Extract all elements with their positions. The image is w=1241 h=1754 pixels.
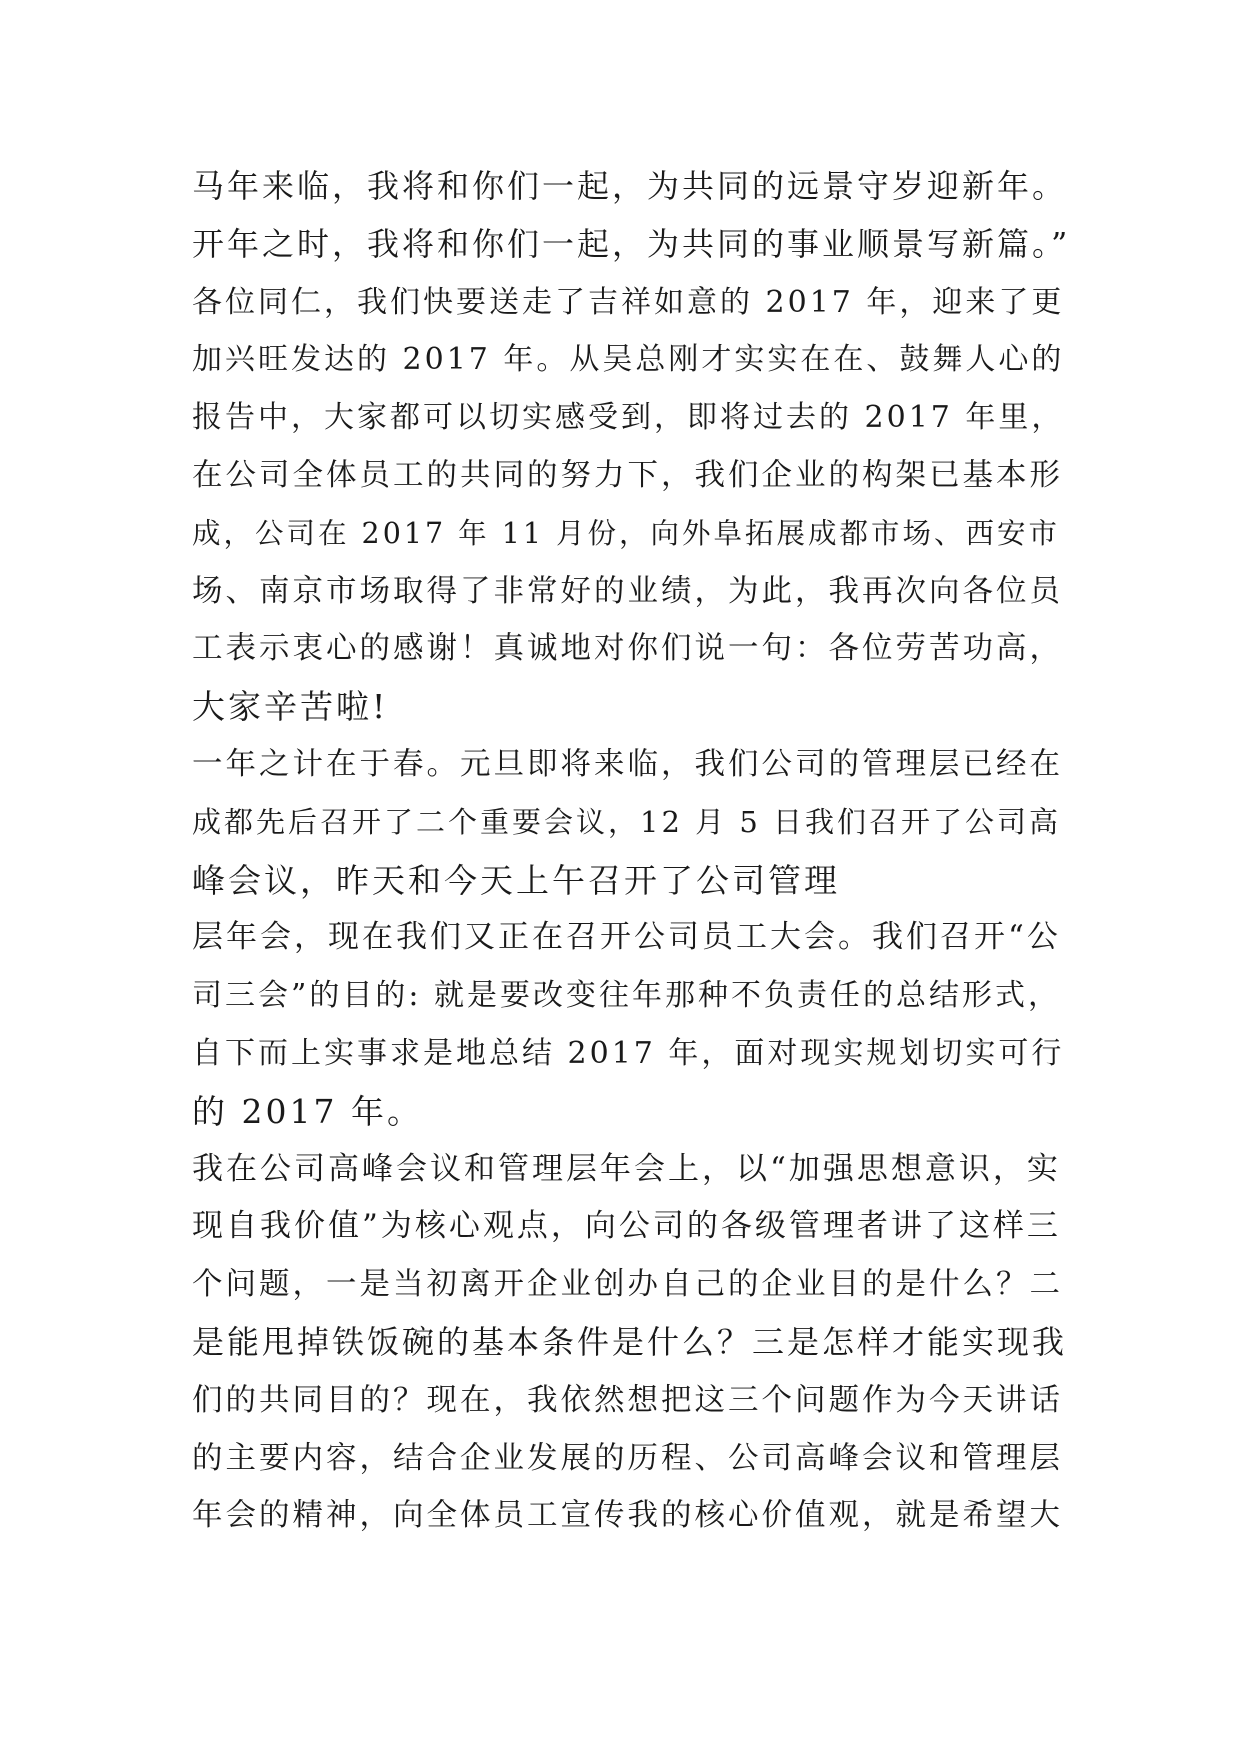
text-line: 我在公司高峰会议和管理层年会上，以“加强思想意识，实 — [192, 1150, 1061, 1187]
text-line: 开年之时，我将和你们一起，为共同的事业顺景写新篇。” — [192, 224, 1071, 263]
text-line: 层年会，现在我们又正在召开公司员工大会。我们召开“公 — [192, 919, 1061, 956]
text-line: 个问题，一是当初离开企业创办自己的企业目的是什么？二 — [192, 1267, 1063, 1303]
text-line: 们的共同目的？现在，我依然想把这三个问题作为今天讲话 — [192, 1382, 1063, 1418]
text-line: 自下而上实事求是地总结 2017 年，面对现实规划切实可行 — [192, 1035, 1065, 1071]
text-line: 各位同仁，我们快要送走了吉祥如意的 2017 年，迎来了更 — [192, 284, 1065, 320]
text-line: 工表示衷心的感谢！真诚地对你们说一句：各位劳苦功高， — [192, 631, 1063, 667]
text-line: 成，公司在 2017 年 11 月份，向外阜拓展成都市场、西安市 — [192, 516, 1061, 550]
text-line: 在公司全体员工的共同的努力下，我们企业的构架已基本形 — [192, 457, 1063, 493]
body-text — [192, 158, 1072, 1545]
text-line: 的 2017 年。 — [192, 1091, 423, 1131]
text-line: 报告中，大家都可以切实感受到，即将过去的 2017 年里， — [192, 400, 1065, 436]
text-line: 是能甩掉铁饭碗的基本条件是什么？三是怎样才能实现我 — [192, 1322, 1068, 1361]
text-line: 成都先后召开了二个重要会议，12 月 5 日我们召开了公司高 — [192, 804, 1062, 839]
text-line: 马年来临，我将和你们一起，为共同的远景守岁迎新年。 — [192, 167, 1068, 205]
text-line: 司三会”的目的: 就是要改变往年那种不负责任的总结形式， — [192, 978, 1061, 1014]
text-line: 加兴旺发达的 2017 年。从吴总刚才实实在在、鼓舞人心的 — [192, 342, 1065, 378]
text-line: 一年之计在于春。元旦即将来临，我们公司的管理层已经在 — [192, 746, 1063, 782]
text-line: 场、南京市场取得了非常好的业绩，为此，我再次向各位员 — [192, 573, 1063, 609]
text-line: 峰会议，昨天和今天上午召开了公司管理 — [192, 860, 840, 900]
text-line: 大家辛苦啦! — [192, 687, 389, 727]
text-line: 现自我价值”为核心观点，向公司的各级管理者讲了这样三 — [192, 1208, 1061, 1245]
text-line: 年会的精神，向全体员工宣传我的核心价值观，就是希望大 — [192, 1498, 1063, 1534]
text-line: 的主要内容，结合企业发展的历程、公司高峰会议和管理层 — [192, 1440, 1063, 1476]
